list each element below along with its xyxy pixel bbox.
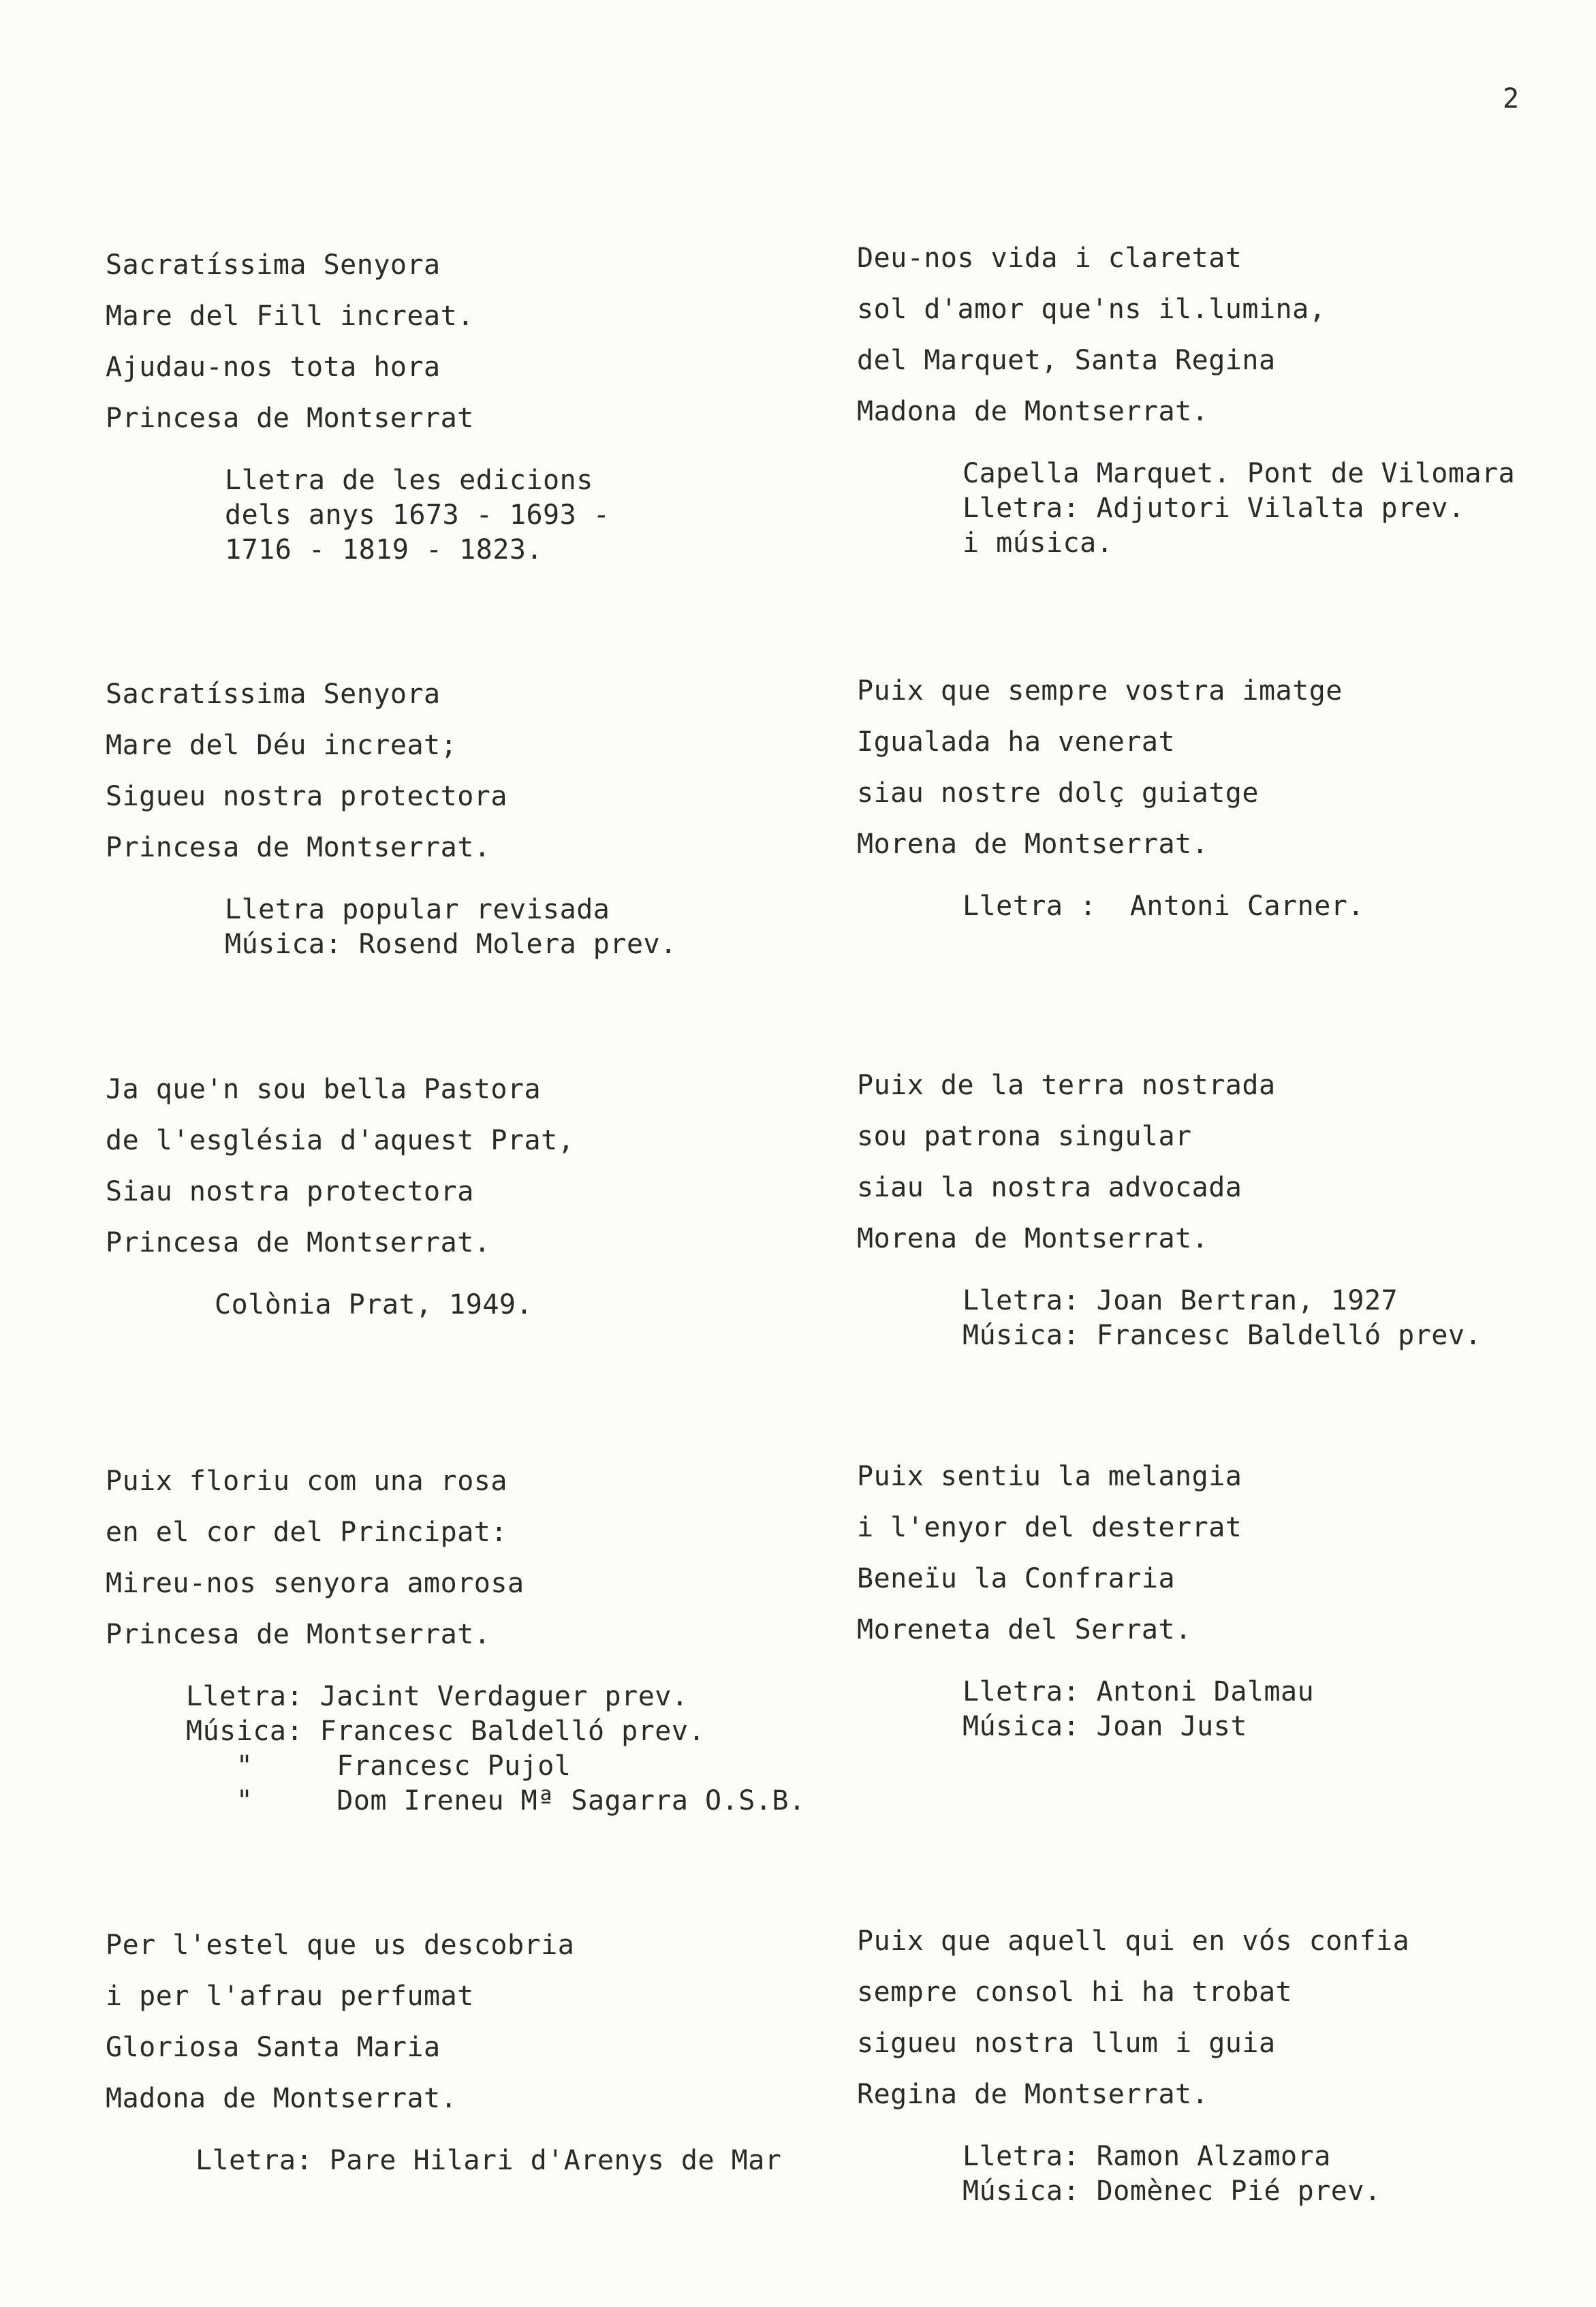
verse-line: Mireu-nos senyora amorosa [106, 1568, 525, 1599]
page-number: 2 [1503, 83, 1521, 114]
stanza-7 [106, 1456, 828, 1818]
verse-line: sempre consol hi ha trobat [857, 1977, 1293, 2008]
verse-line: Madona de Montserrat. [857, 396, 1209, 427]
verse-line: Puix que aquell qui en vós confia [857, 1925, 1410, 1957]
verse-line: i per l'afrau perfumat [106, 1981, 474, 2012]
verse-line: Puix floriu com una rosa [106, 1466, 507, 1497]
stanza-credits: Lletra: Pare Hilari d'Arenys de Mar [195, 2145, 782, 2176]
verse-line: siau la nostra advocada [857, 1172, 1242, 1203]
verse-line: Regina de Montserrat. [857, 2079, 1209, 2110]
verse-line: del Marquet, Santa Regina [857, 345, 1276, 376]
stanza-credits: Lletra: Ramon Alzamora Música: Domènec Pié prev. [963, 2141, 1381, 2207]
verse-line: Princesa de Montserrat. [106, 1227, 491, 1258]
verse-line: Princesa de Montserrat. [106, 1619, 491, 1650]
verse-line: Sacratíssima Senyora [106, 249, 441, 281]
verse-line: Morena de Montserrat. [857, 829, 1209, 860]
stanza-credits: Lletra : Antoni Carner. [963, 891, 1364, 922]
verse-line: Sacratíssima Senyora [106, 679, 441, 710]
stanza-credits: Lletra: Antoni Dalmau Música: Joan Just [963, 1676, 1315, 1742]
verse-line: i l'enyor del desterrat [857, 1512, 1242, 1543]
verse-line: Beneïu la Confraria [857, 1563, 1176, 1594]
verse-line: Mare del Fill increat. [106, 300, 474, 332]
stanza-1 [106, 240, 828, 568]
verse-line: siau nostre dolç guiatge [857, 777, 1259, 809]
stanza-9 [106, 1920, 828, 2178]
verse-line: Sigueu nostra protectora [106, 781, 507, 812]
stanza-10 [857, 1916, 1579, 2209]
verse-line: Princesa de Montserrat [106, 403, 474, 434]
stanza-credits: Lletra de les edicions dels anys 1673 - 1693 - 1716 - 1819 - 1823. [225, 465, 610, 566]
stanza-credits: Capella Marquet. Pont de Vilomara Lletra: Adjutori Vilalta prev. i música. [963, 458, 1516, 559]
verse-line: en el cor del Principat: [106, 1517, 507, 1548]
stanza-2 [857, 233, 1579, 561]
verse-line: Princesa de Montserrat. [106, 832, 491, 863]
verse-line: Puix sentiu la melangia [857, 1461, 1242, 1492]
stanza-credits: Lletra: Joan Bertran, 1927 Música: Francesc Baldelló prev. [963, 1285, 1482, 1351]
stanza-8 [857, 1451, 1579, 1744]
verse-line: Igualada ha venerat [857, 726, 1176, 758]
stanza-3 [106, 669, 828, 962]
verse-line: Puix de la terra nostrada [857, 1070, 1276, 1101]
stanza-4 [857, 666, 1579, 924]
verse-line: de l'església d'aquest Prat, [106, 1125, 575, 1156]
verse-line: sigueu nostra llum i guia [857, 2028, 1276, 2059]
verse-line: Deu-nos vida i claretat [857, 243, 1242, 274]
stanza-credits: Colònia Prat, 1949. [215, 1289, 533, 1320]
verse-line: sou patrona singular [857, 1121, 1192, 1152]
verse-line: sol d'amor que'ns il.lumina, [857, 294, 1326, 325]
stanza-5 [106, 1064, 828, 1322]
stanza-credits: Lletra popular revisada Música: Rosend Molera prev. [225, 894, 677, 960]
verse-line: Puix que sempre vostra imatge [857, 675, 1343, 707]
verse-line: Mare del Déu increat; [106, 730, 458, 761]
verse-line: Per l'estel que us descobria [106, 1930, 575, 1961]
stanza-6 [857, 1060, 1579, 1353]
verse-line: Siau nostra protectora [106, 1176, 474, 1207]
stanza-credits: Lletra: Jacint Verdaguer prev. Música: Francesc Baldelló prev. " Francesc Pujol " Dom Ireneu Mª Sagarra O.S.B. [186, 1681, 806, 1816]
verse-line: Ajudau-nos tota hora [106, 352, 441, 383]
verse-line: Ja que'n sou bella Pastora [106, 1074, 542, 1105]
verse-line: Morena de Montserrat. [857, 1223, 1209, 1254]
verse-line: Madona de Montserrat. [106, 2083, 458, 2114]
verse-line: Moreneta del Serrat. [857, 1614, 1192, 1645]
verse-line: Gloriosa Santa Maria [106, 2032, 441, 2063]
